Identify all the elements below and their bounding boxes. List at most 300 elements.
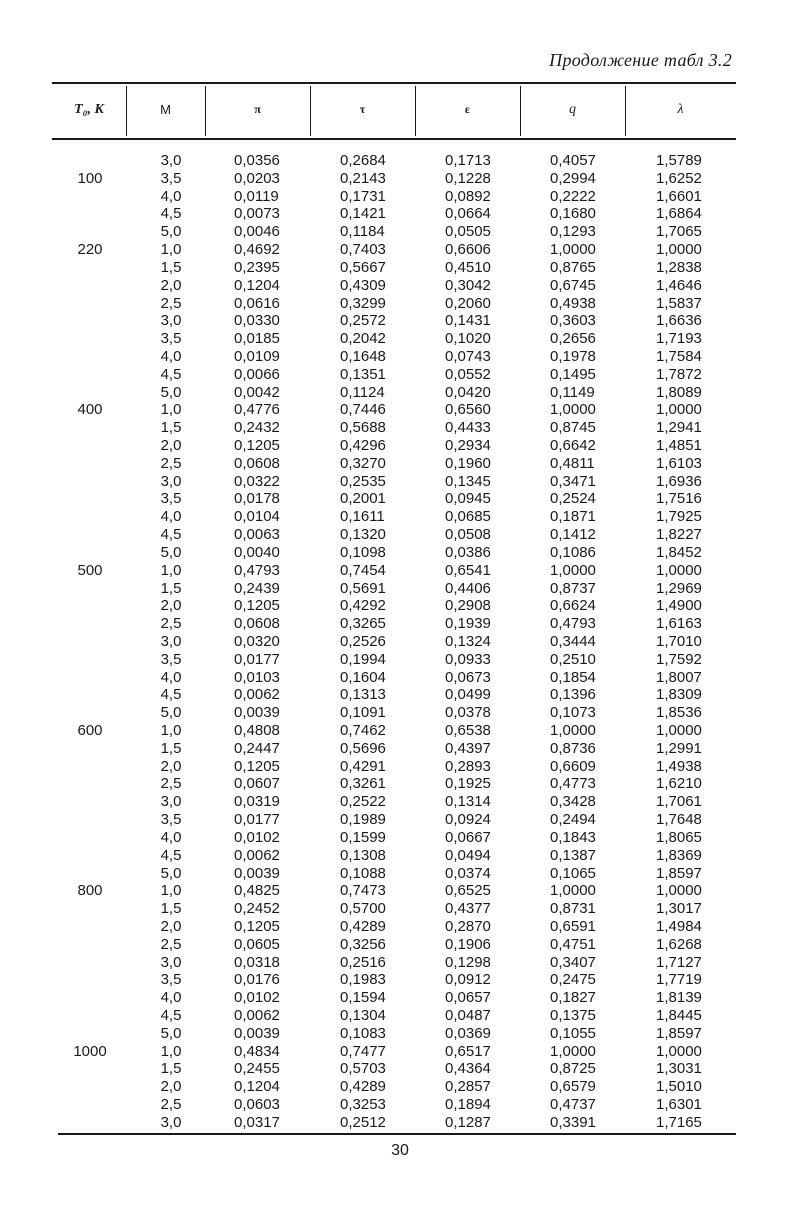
cell-pi: 0,0066 — [234, 365, 280, 383]
cell-tau: 0,5667 — [340, 258, 386, 276]
cell-tau: 0,3270 — [340, 454, 386, 472]
cell-tau: 0,2001 — [340, 490, 386, 508]
cell-tau: 0,1351 — [340, 365, 386, 383]
cell-q: 0,3407 — [550, 953, 596, 971]
cell-m: 1,0 — [160, 882, 182, 900]
cell-tau: 0,1421 — [340, 205, 386, 223]
cell-q: 0,1055 — [550, 1024, 596, 1042]
cell-m: 4,5 — [160, 846, 182, 864]
cell-lambda: 1,8597 — [656, 864, 702, 882]
cell-lambda: 1,0000 — [656, 1042, 702, 1060]
cell-lambda: 1,7592 — [656, 650, 702, 668]
cell-m: 3,0 — [160, 632, 182, 650]
cell-tau: 0,3299 — [340, 294, 386, 312]
cell-m: 1,5 — [160, 1060, 182, 1078]
cell-epsilon: 0,0552 — [445, 365, 491, 383]
cell-lambda: 1,6864 — [656, 205, 702, 223]
cell-pi: 0,1204 — [234, 276, 280, 294]
cell-q: 0,1680 — [550, 205, 596, 223]
cell-pi: 0,0119 — [234, 187, 279, 205]
cell-q: 0,1387 — [550, 846, 596, 864]
cell-epsilon: 0,0685 — [445, 508, 491, 526]
table-row — [0, 936, 794, 954]
cell-epsilon: 0,0378 — [445, 704, 491, 722]
cell-lambda: 1,7872 — [656, 365, 702, 383]
table-row — [0, 330, 794, 348]
cell-tau: 0,1604 — [340, 668, 386, 686]
cell-pi: 0,0062 — [234, 686, 280, 704]
cell-m: 1,5 — [160, 900, 182, 918]
cell-tau: 0,1098 — [340, 543, 386, 561]
cell-pi: 0,1205 — [234, 437, 280, 454]
cell-lambda: 1,8139 — [656, 989, 702, 1007]
cell-pi: 0,0608 — [234, 615, 280, 633]
cell-tau: 0,5691 — [340, 579, 386, 597]
cell-tau: 0,2522 — [340, 793, 386, 811]
cell-q: 0,2222 — [550, 187, 596, 205]
cell-pi: 0,2452 — [234, 900, 280, 918]
cell-pi: 0,2455 — [234, 1060, 280, 1078]
cell-tau: 0,1320 — [340, 526, 386, 544]
cell-lambda: 1,0000 — [656, 241, 702, 259]
cell-tau: 0,1983 — [340, 971, 386, 989]
cell-m: 3,0 — [160, 152, 182, 169]
cell-q: 0,6624 — [550, 597, 596, 615]
cell-m: 3,5 — [160, 650, 182, 668]
cell-epsilon: 0,1298 — [445, 953, 491, 971]
cell-tau: 0,2535 — [340, 472, 386, 490]
cell-epsilon: 0,1925 — [445, 775, 491, 793]
cell-m: 4,5 — [160, 686, 182, 704]
table-row — [0, 1007, 794, 1025]
cell-lambda: 1,5789 — [656, 152, 702, 169]
cell-epsilon: 0,6560 — [445, 401, 491, 419]
cell-m: 1,0 — [160, 561, 182, 579]
cell-epsilon: 0,0945 — [445, 490, 491, 508]
cell-q: 0,3428 — [550, 793, 596, 811]
cell-pi: 0,0605 — [234, 935, 280, 953]
cell-pi: 0,0102 — [234, 828, 280, 846]
cell-m: 4,5 — [160, 526, 182, 544]
table-row — [0, 633, 794, 651]
cell-epsilon: 0,0657 — [445, 989, 491, 1007]
cell-m: 4,0 — [160, 347, 182, 365]
cell-epsilon: 0,4510 — [445, 258, 491, 276]
cell-epsilon: 0,4406 — [445, 579, 491, 597]
cell-m: 1,5 — [160, 739, 182, 757]
cell-q: 0,2510 — [550, 650, 596, 668]
cell-q: 0,2994 — [550, 169, 596, 187]
cell-epsilon: 0,0892 — [445, 187, 491, 205]
cell-m: 2,5 — [160, 775, 182, 793]
cell-lambda: 1,4984 — [656, 917, 702, 935]
table-row — [0, 170, 794, 188]
cell-epsilon: 0,0667 — [445, 828, 491, 846]
cell-tau: 0,2512 — [340, 1113, 386, 1131]
cell-tau: 0,3256 — [340, 935, 386, 953]
cell-epsilon: 0,2870 — [445, 917, 491, 935]
cell-pi: 0,0177 — [234, 811, 280, 829]
cell-m: 2,0 — [160, 757, 182, 775]
cell-lambda: 1,6210 — [656, 775, 702, 793]
table-row — [0, 847, 794, 865]
cell-pi: 0,0062 — [234, 1007, 280, 1024]
cell-pi: 0,0176 — [234, 971, 280, 989]
table-row — [0, 223, 794, 241]
table-row — [0, 775, 794, 793]
cell-m: 4,5 — [160, 1007, 182, 1024]
cell-pi: 0,1205 — [234, 597, 280, 615]
cell-epsilon: 0,1287 — [445, 1113, 491, 1131]
cell-tau: 0,2572 — [340, 312, 386, 330]
cell-m: 4,0 — [160, 187, 182, 205]
cell-q: 1,0000 — [550, 401, 596, 419]
cell-epsilon: 0,2893 — [445, 757, 491, 775]
cell-lambda: 1,8536 — [656, 704, 702, 722]
cell-q: 0,2656 — [550, 330, 596, 348]
table-row — [0, 722, 794, 740]
cell-pi: 0,0042 — [234, 383, 280, 401]
cell-m: 2,0 — [160, 276, 182, 294]
cell-pi: 0,0330 — [234, 312, 280, 330]
cell-pi: 0,1205 — [234, 917, 280, 935]
cell-q: 0,3603 — [550, 312, 596, 330]
cell-q: 1,0000 — [550, 561, 596, 579]
table-row — [0, 241, 794, 259]
cell-m: 1,0 — [160, 401, 182, 419]
cell-m: 5,0 — [160, 223, 182, 241]
cell-tau: 0,1091 — [340, 704, 386, 722]
table-body — [0, 152, 794, 1132]
cell-m: 2,5 — [160, 615, 182, 633]
cell-m: 1,5 — [160, 258, 182, 276]
cell-m: 5,0 — [160, 1024, 182, 1042]
cell-pi: 0,0319 — [234, 793, 280, 811]
cell-tau: 0,7446 — [340, 401, 386, 419]
table-row — [0, 829, 794, 847]
cell-lambda: 1,5837 — [656, 294, 702, 312]
cell-lambda: 1,6601 — [656, 187, 702, 205]
cell-pi: 0,0616 — [234, 294, 280, 312]
cell-tau: 0,3253 — [340, 1096, 386, 1114]
cell-q: 0,1843 — [550, 828, 596, 846]
cell-lambda: 1,2969 — [656, 579, 702, 597]
cell-q: 0,8737 — [550, 579, 596, 597]
table-row — [0, 544, 794, 562]
cell-lambda: 1,8089 — [656, 383, 702, 401]
cell-pi: 0,0109 — [234, 347, 280, 365]
cell-epsilon: 0,0508 — [445, 526, 491, 544]
cell-pi: 0,2395 — [234, 258, 280, 276]
cell-lambda: 1,6301 — [656, 1096, 702, 1114]
cell-tau: 0,1648 — [340, 347, 386, 365]
table-row — [0, 348, 794, 366]
cell-epsilon: 0,4433 — [445, 419, 491, 437]
table-row — [0, 455, 794, 473]
cell-pi: 0,0607 — [234, 775, 280, 793]
cell-q: 0,1495 — [550, 365, 596, 383]
cell-pi: 0,2432 — [234, 419, 280, 437]
cell-epsilon: 0,0386 — [445, 543, 491, 561]
cell-epsilon: 0,0499 — [445, 686, 491, 704]
cell-q: 1,0000 — [550, 241, 596, 259]
cell-pi: 0,4776 — [234, 401, 280, 419]
cell-epsilon: 0,6538 — [445, 722, 491, 739]
cell-lambda: 1,6268 — [656, 935, 702, 953]
table-row — [0, 989, 794, 1007]
cell-pi: 0,0608 — [234, 454, 280, 472]
table-row — [0, 686, 794, 704]
cell-epsilon: 0,0912 — [445, 971, 491, 989]
cell-m: 3,0 — [160, 793, 182, 811]
table-row — [0, 295, 794, 313]
table-row — [0, 562, 794, 580]
cell-tau: 0,1731 — [340, 187, 386, 205]
cell-pi: 0,0177 — [234, 650, 280, 668]
cell-epsilon: 0,6525 — [445, 882, 491, 900]
table-row — [0, 1060, 794, 1078]
cell-lambda: 1,8007 — [656, 668, 702, 686]
cell-tau: 0,1313 — [340, 686, 386, 704]
table-row — [0, 971, 794, 989]
cell-lambda: 1,6103 — [656, 454, 702, 472]
header-t0: T₀, K — [74, 102, 104, 117]
cell-pi: 0,4692 — [234, 241, 280, 259]
cell-lambda: 1,2941 — [656, 419, 702, 437]
cell-t0: 400 — [77, 401, 103, 419]
cell-lambda: 1,8597 — [656, 1024, 702, 1042]
cell-epsilon: 0,6606 — [445, 241, 491, 259]
cell-lambda: 1,7516 — [656, 490, 702, 508]
cell-lambda: 1,8065 — [656, 828, 702, 846]
cell-tau: 0,3265 — [340, 615, 386, 633]
cell-m: 4,5 — [160, 365, 182, 383]
cell-pi: 0,0317 — [234, 1113, 280, 1131]
table-row — [0, 704, 794, 722]
cell-q: 0,6745 — [550, 276, 596, 294]
table-row — [0, 188, 794, 206]
table-row — [0, 1114, 794, 1132]
cell-m: 2,0 — [160, 437, 182, 454]
cell-tau: 0,1124 — [340, 383, 385, 401]
cell-m: 2,5 — [160, 294, 182, 312]
cell-q: 0,3391 — [550, 1113, 596, 1131]
table-row — [0, 401, 794, 419]
header-epsilon: ε — [464, 102, 471, 116]
cell-epsilon: 0,1939 — [445, 615, 491, 633]
cell-t0: 600 — [77, 722, 103, 739]
cell-q: 0,4773 — [550, 775, 596, 793]
cell-tau: 0,7473 — [340, 882, 386, 900]
page-number: 30 — [391, 1142, 409, 1159]
cell-tau: 0,1994 — [340, 650, 386, 668]
cell-q: 1,0000 — [550, 722, 596, 739]
table-row — [0, 205, 794, 223]
cell-q: 0,1854 — [550, 668, 596, 686]
cell-pi: 0,0603 — [234, 1096, 280, 1114]
cell-m: 5,0 — [160, 383, 182, 401]
cell-q: 0,1375 — [550, 1007, 596, 1024]
cell-q: 0,6591 — [550, 917, 596, 935]
cell-m: 4,5 — [160, 205, 182, 223]
cell-tau: 0,7477 — [340, 1042, 386, 1060]
cell-tau: 0,7462 — [340, 722, 386, 739]
cell-lambda: 1,6252 — [656, 169, 702, 187]
cell-lambda: 1,2838 — [656, 258, 702, 276]
cell-q: 0,2475 — [550, 971, 596, 989]
cell-pi: 0,0102 — [234, 989, 280, 1007]
cell-lambda: 1,8369 — [656, 846, 702, 864]
cell-epsilon: 0,0494 — [445, 846, 491, 864]
cell-m: 2,5 — [160, 1096, 182, 1114]
table-row — [0, 793, 794, 811]
cell-lambda: 1,7584 — [656, 347, 702, 365]
cell-epsilon: 0,1713 — [445, 152, 491, 169]
cell-epsilon: 0,0420 — [445, 383, 491, 401]
cell-m: 2,0 — [160, 917, 182, 935]
cell-lambda: 1,8309 — [656, 686, 702, 704]
cell-epsilon: 0,3042 — [445, 276, 491, 294]
table-row — [0, 259, 794, 277]
cell-m: 1,0 — [160, 1042, 182, 1060]
cell-q: 0,1065 — [550, 864, 596, 882]
cell-pi: 0,1204 — [234, 1078, 280, 1096]
cell-epsilon: 0,6541 — [445, 561, 491, 579]
cell-m: 4,0 — [160, 668, 182, 686]
cell-tau: 0,1304 — [340, 1007, 386, 1024]
cell-q: 0,1871 — [550, 508, 596, 526]
cell-epsilon: 0,0933 — [445, 650, 491, 668]
cell-epsilon: 0,0924 — [445, 811, 491, 829]
cell-epsilon: 0,0673 — [445, 668, 491, 686]
cell-epsilon: 0,1314 — [445, 793, 491, 811]
cell-m: 3,5 — [160, 971, 182, 989]
cell-t0: 1000 — [73, 1042, 107, 1060]
cell-tau: 0,3261 — [340, 775, 386, 793]
cell-t0: 500 — [77, 561, 103, 579]
cell-epsilon: 0,1894 — [445, 1096, 491, 1114]
table-row — [0, 437, 794, 455]
cell-epsilon: 0,2908 — [445, 597, 491, 615]
table-row — [0, 508, 794, 526]
cell-q: 0,1396 — [550, 686, 596, 704]
cell-tau: 0,2143 — [340, 169, 386, 187]
table-row — [0, 882, 794, 900]
table-row — [0, 152, 794, 170]
cell-tau: 0,4309 — [340, 276, 386, 294]
table-row — [0, 526, 794, 544]
cell-lambda: 1,7925 — [656, 508, 702, 526]
cell-pi: 0,4834 — [234, 1042, 280, 1060]
cell-q: 0,4938 — [550, 294, 596, 312]
header-pi: π — [254, 102, 261, 116]
cell-q: 0,1978 — [550, 347, 596, 365]
cell-tau: 0,4289 — [340, 1078, 386, 1096]
cell-tau: 0,2516 — [340, 953, 386, 971]
cell-q: 0,8725 — [550, 1060, 596, 1078]
cell-epsilon: 0,2934 — [445, 437, 491, 454]
cell-pi: 0,0040 — [234, 543, 280, 561]
cell-m: 3,0 — [160, 1113, 182, 1131]
cell-pi: 0,1205 — [234, 757, 280, 775]
header-q: q — [569, 102, 576, 117]
cell-q: 0,4057 — [550, 152, 596, 169]
cell-tau: 0,1594 — [340, 989, 386, 1007]
cell-q: 0,6579 — [550, 1078, 596, 1096]
cell-tau: 0,5696 — [340, 739, 386, 757]
cell-lambda: 1,0000 — [656, 882, 702, 900]
cell-q: 0,6642 — [550, 437, 596, 454]
cell-lambda: 1,3017 — [656, 900, 702, 918]
cell-lambda: 1,4938 — [656, 757, 702, 775]
cell-epsilon: 0,1960 — [445, 454, 491, 472]
table-row — [0, 651, 794, 669]
cell-q: 0,1293 — [550, 223, 596, 241]
table-row — [0, 900, 794, 918]
cell-q: 0,8731 — [550, 900, 596, 918]
table-row — [0, 384, 794, 402]
cell-pi: 0,0039 — [234, 864, 280, 882]
cell-q: 1,0000 — [550, 882, 596, 900]
cell-pi: 0,0322 — [234, 472, 280, 490]
cell-m: 1,5 — [160, 419, 182, 437]
cell-epsilon: 0,1020 — [445, 330, 491, 348]
table-row — [0, 758, 794, 776]
cell-epsilon: 0,1431 — [445, 312, 491, 330]
cell-lambda: 1,5010 — [656, 1078, 702, 1096]
cell-t0: 800 — [77, 882, 103, 900]
cell-m: 4,0 — [160, 989, 182, 1007]
cell-m: 1,0 — [160, 722, 182, 739]
cell-q: 0,1086 — [550, 543, 596, 561]
cell-tau: 0,1083 — [340, 1024, 386, 1042]
cell-lambda: 1,2991 — [656, 739, 702, 757]
cell-tau: 0,2526 — [340, 632, 386, 650]
cell-q: 0,8745 — [550, 419, 596, 437]
table-row — [0, 1096, 794, 1114]
cell-pi: 0,0185 — [234, 330, 280, 348]
cell-m: 3,0 — [160, 312, 182, 330]
header-tau: τ — [359, 102, 366, 116]
cell-lambda: 1,4646 — [656, 276, 702, 294]
cell-pi: 0,4808 — [234, 722, 280, 739]
cell-q: 0,6609 — [550, 757, 596, 775]
table-row — [0, 865, 794, 883]
cell-tau: 0,5688 — [340, 419, 386, 437]
cell-lambda: 1,6936 — [656, 472, 702, 490]
cell-m: 3,5 — [160, 490, 182, 508]
cell-q: 0,2494 — [550, 811, 596, 829]
cell-lambda: 1,3031 — [656, 1060, 702, 1078]
table-row — [0, 419, 794, 437]
cell-epsilon: 0,1228 — [445, 169, 491, 187]
cell-pi: 0,0063 — [234, 526, 280, 544]
table-row — [0, 490, 794, 508]
cell-pi: 0,0073 — [234, 205, 280, 223]
table-row — [0, 1025, 794, 1043]
cell-m: 1,0 — [160, 241, 182, 259]
cell-m: 3,5 — [160, 330, 182, 348]
cell-epsilon: 0,0743 — [445, 347, 491, 365]
cell-q: 0,4811 — [550, 454, 595, 472]
cell-tau: 0,1611 — [340, 508, 385, 526]
cell-m: 4,0 — [160, 508, 182, 526]
cell-lambda: 1,6636 — [656, 312, 702, 330]
cell-pi: 0,0039 — [234, 704, 280, 722]
table-row — [0, 918, 794, 936]
cell-m: 2,5 — [160, 454, 182, 472]
cell-pi: 0,0062 — [234, 846, 280, 864]
